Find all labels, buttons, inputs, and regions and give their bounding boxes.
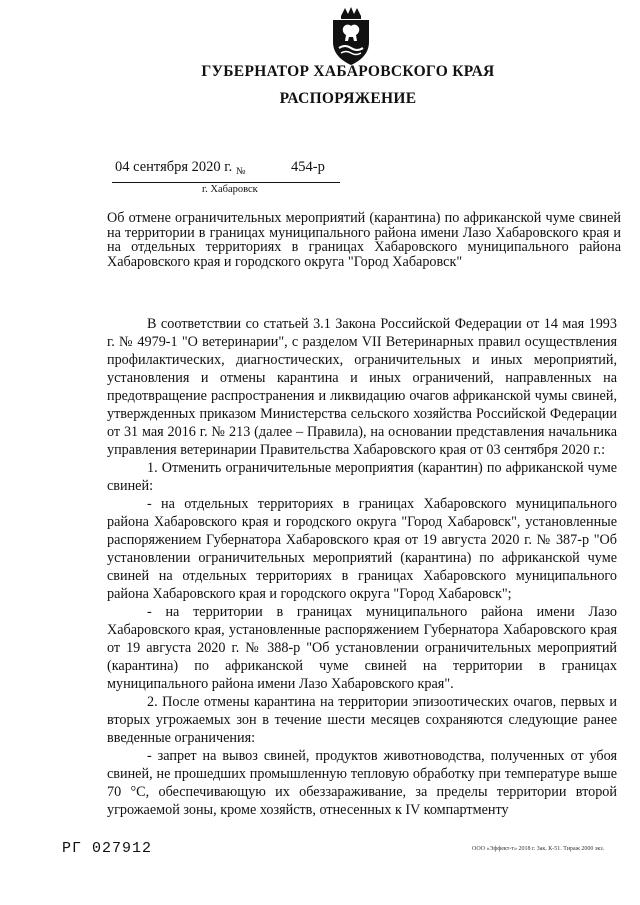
document-subject: Об отмене ограничительных мероприятий (карантина) по африканской чуме свиней на территории в границах муниципального района имени Лазо Хабаровского края и на отдельных территориях в границах Хабаровского муниципального района Хабаровского края и городского округа "Город Хабаровск" [107,210,621,270]
printer-imprint: ООО «Эффект-т» 2018 г. Зак. К-51. Тираж 2000 экз. [472,846,605,852]
document-city: г. Хабаровск [202,184,258,195]
number-label: № [236,166,246,177]
paragraph: - запрет на вывоз свиней, продуктов животноводства, полученных от убоя свиней, не прошедших промышленную тепловую обработку при температуре выше 70 °С, обеспечивающую их обеззараживание, за пределы территории второй угрожаемой зоны, кроме хозяйств, отнесенных к IV компартменту [107,748,617,818]
paragraph: - на территории в границах муниципального района имени Лазо Хабаровского края, установленные распоряжением Губернатора Хабаровского края от 19 августа 2020 г. № 388-р "Об установлении ограничительных мероприятий (карантина) по африканской чуме свиней на территории в границах муниципального района имени Лазо Хабаровского края". [107,604,617,692]
document-number: 454-р [291,159,325,175]
form-serial-number: РГ 027912 [62,840,153,857]
paragraph: 1. Отменить ограничительные мероприятия (карантин) по африканской чуме свиней: [107,460,617,494]
paragraph: В соответствии со статьей 3.1 Закона Российской Федерации от 14 мая 1993 г. № 4979-1 "О ветеринарии", с разделом VII Ветеринарных правил осуществления профилактических, диагностических, ограничительных и иных мероприятий, установления и отмены карантина и иных ограничений, направленных на предотвращение распространения и ликвидацию очагов африканской чумы свиней, утвержденных приказом Министерства сельского хозяйства Российской Федерации от 31 мая 2016 г. № 213 (далее – Правила), на основании представления начальника управления ветеринарии Правительства Хабаровского края от 03 сентября 2020 г.: [107,316,617,458]
document-type: РАСПОРЯЖЕНИЕ [279,90,417,107]
document-date: 04 сентября 2020 г. [115,159,233,175]
document-body [107,315,617,819]
coat-of-arms-icon [327,6,375,66]
issuer-title: ГУБЕРНАТОР ХАБАРОВСКОГО КРАЯ [201,63,495,80]
paragraph: 2. После отмены карантина на территории эпизоотических очагов, первых и вторых угрожаемых зон в течение шести месяцев сохраняются следующие ранее введенные ограничения: [107,694,617,746]
paragraph: - на отдельных территориях в границах Хабаровского муниципального района Хабаровского края и городского округа "Город Хабаровск", установленные распоряжением Губернатора Хабаровского края от 19 августа 2020 г. № 387-р "Об установлении ограничительных мероприятий (карантина) по африканской чуме свиней на отдельных территориях в границах Хабаровского муниципального района Хабаровского края и городского округа "Город Хабаровск"; [107,496,617,602]
